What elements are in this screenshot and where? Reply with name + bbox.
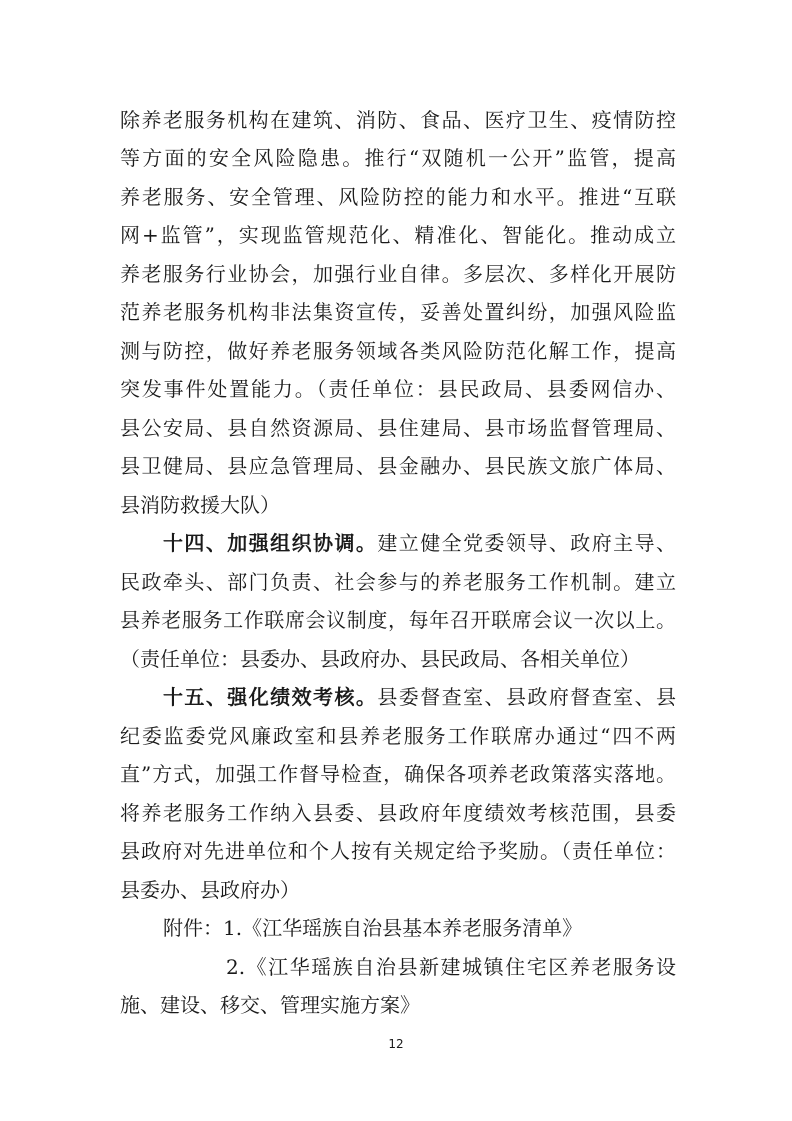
paragraph-line: 范养老服务机构非法集资宣传，妥善处置纠纷，加强风险监 xyxy=(120,300,676,324)
paragraph-line: 纪委监委党风廉政室和县养老服务工作联席办通过“四不两 xyxy=(120,724,676,748)
page-number: 12 xyxy=(388,1037,404,1051)
paragraph-line: 直”方式，加强工作督导检查，确保各项养老政策落实落地。 xyxy=(120,762,676,786)
paragraph-line: 突发事件处置能力。（责任单位：县民政局、县委网信办、 xyxy=(120,377,676,401)
attachment-title: 1.《江华瑶族自治县基本养老服务清单》 xyxy=(223,916,583,940)
section-text: 县委督查室、县政府督查室、县 xyxy=(377,685,676,709)
section-heading: 十四、加强组织协调。 xyxy=(163,531,378,555)
paragraph-line: 测与防控，做好养老服务领域各类风险防范化解工作，提高 xyxy=(120,339,676,363)
section-first-line xyxy=(163,680,676,714)
paragraph-line: 养老服务、安全管理、风险防控的能力和水平。推进“互联 xyxy=(120,185,676,209)
paragraph-line: 县公安局、县自然资源局、县住建局、县市场监督管理局、 xyxy=(120,416,676,440)
section-first-line xyxy=(163,526,676,560)
paragraph-line: 县消防救援大队） xyxy=(120,493,280,517)
paragraph-line: 等方面的安全风险隐患。推行“双随机一公开”监管，提高 xyxy=(120,146,676,170)
paragraph-line: 县养老服务工作联席会议制度，每年召开联席会议一次以上。 xyxy=(120,608,676,632)
paragraph-line: 将养老服务工作纳入县委、县政府年度绩效考核范围，县委 xyxy=(120,801,676,825)
paragraph-line: 县卫健局、县应急管理局、县金融办、县民族文旅广体局、 xyxy=(120,454,676,478)
paragraph-line: 县委办、县政府办） xyxy=(120,878,300,902)
attachments-label: 附件： xyxy=(163,916,223,940)
paragraph-line: （责任单位：县委办、县政府办、县民政局、各相关单位） xyxy=(120,647,640,671)
section-text: 建立健全党委领导、政府主导、 xyxy=(377,531,676,555)
section-heading: 十五、强化绩效考核。 xyxy=(163,685,378,709)
attachment-item-1 xyxy=(163,911,676,945)
paragraph-line: 除养老服务机构在建筑、消防、食品、医疗卫生、疫情防控 xyxy=(120,108,676,132)
paragraph-line: 民政牵头、部门负责、社会参与的养老服务工作机制。建立 xyxy=(120,570,676,594)
paragraph-line: 养老服务行业协会，加强行业自律。多层次、多样化开展防 xyxy=(120,262,676,286)
attachment-item-2: 2.《江华瑶族自治县新建城镇住宅区养老服务设 xyxy=(226,955,676,979)
paragraph-line: 网+监管”，实现监管规范化、精准化、智能化。推动成立 xyxy=(120,223,676,247)
attachment-item-2-continuation: 施、建设、移交、管理实施方案》 xyxy=(120,993,420,1017)
paragraph-line: 县政府对先进单位和个人按有关规定给予奖励。（责任单位： xyxy=(120,839,676,863)
